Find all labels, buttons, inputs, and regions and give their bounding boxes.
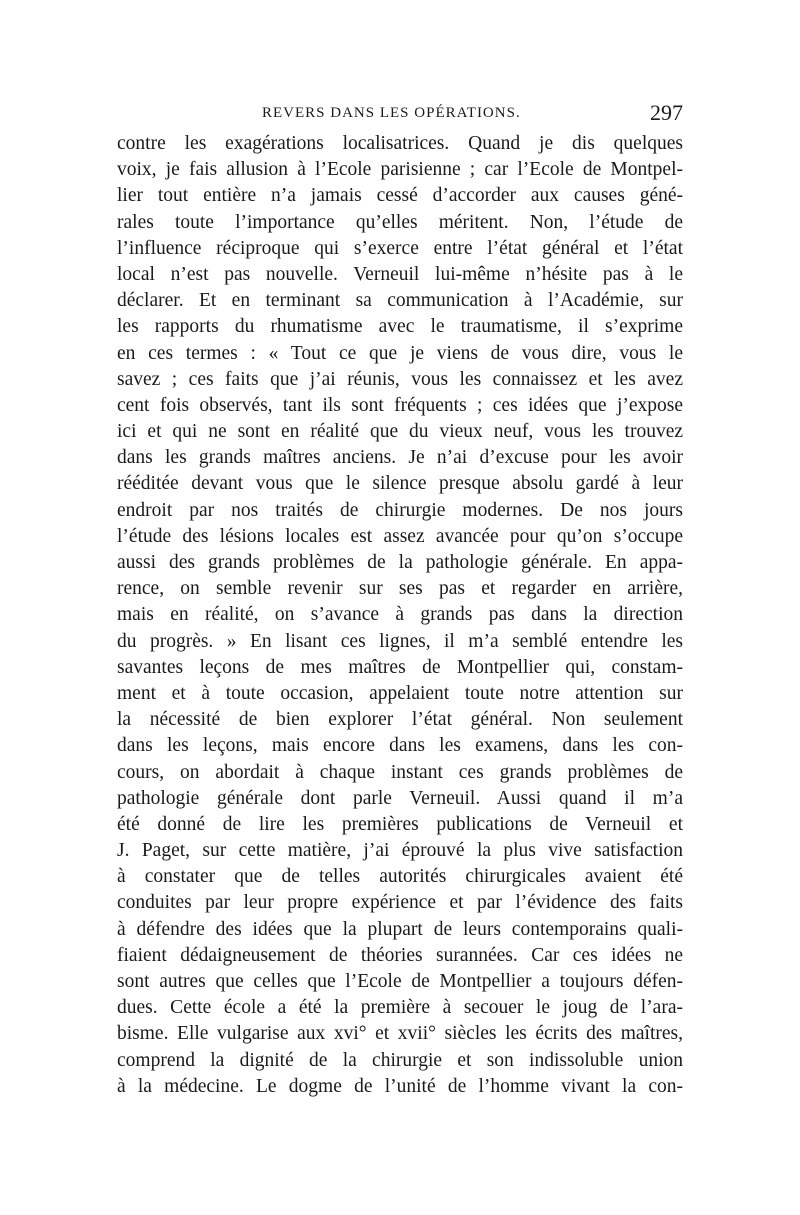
text-line: l’influence réciproque qui s’exerce entre l’état général et l’état xyxy=(117,237,683,259)
text-line: en ces termes : « Tout ce que je viens de vous dire, vous le xyxy=(117,342,683,364)
text-line: savantes leçons de mes maîtres de Montpellier qui, constam- xyxy=(117,656,683,678)
text-line: savez ; ces faits que j’ai réunis, vous les connaissez et les avez xyxy=(117,368,683,390)
text-line: local n’est pas nouvelle. Verneuil lui-même n’hésite pas à le xyxy=(117,263,683,285)
text-line: pathologie générale dont parle Verneuil. Aussi quand il m’a xyxy=(117,787,683,809)
text-line: cent fois observés, tant ils sont fréquents ; ces idées que j’expose xyxy=(117,394,683,416)
text-line: à défendre des idées que la plupart de leurs contemporains quali- xyxy=(117,918,683,940)
text-line: aussi des grands problèmes de la pathologie générale. En appa- xyxy=(117,552,683,573)
text-line: dans les grands maîtres anciens. Je n’ai d’excuse pour les avoir xyxy=(117,447,683,469)
text-line: dues. Cette école a été la première à secouer le joug de l’ara- xyxy=(117,997,683,1019)
text-line: contre les exagérations localisatrices. Quand je dis quelques xyxy=(117,133,683,154)
text-line: à la médecine. Le dogme de l’unité de l’homme vivant la con- xyxy=(117,1075,683,1097)
text-line: dans les leçons, mais encore dans les examens, dans les con- xyxy=(117,735,683,757)
text-line: bisme. Elle vulgarise aux xvi° et xvii° siècles les écrits des maîtres, xyxy=(117,1023,683,1045)
page-number: 297 xyxy=(650,100,683,125)
text-line: J. Paget, sur cette matière, j’ai éprouvé la plus vive satisfaction xyxy=(117,840,683,862)
body-text xyxy=(117,131,683,1100)
text-line: voix, je fais allusion à l’Ecole parisienne ; car l’Ecole de Montpel- xyxy=(117,159,683,181)
text-line: du progrès. » En lisant ces lignes, il m’a semblé entendre les xyxy=(117,630,683,652)
text-line: déclarer. Et en terminant sa communication à l’Académie, sur xyxy=(117,290,683,312)
text-line: ici et qui ne sont en réalité que du vieux neuf, vous les trouvez xyxy=(117,421,683,443)
text-line: rence, on semble revenir sur ses pas et regarder en arrière, xyxy=(117,578,683,600)
text-line: comprend la dignité de la chirurgie et son indissoluble union xyxy=(117,1049,683,1071)
text-line: sont autres que celles que l’Ecole de Montpellier a toujours défen- xyxy=(117,971,683,992)
text-line: conduites par leur propre expérience et par l’évidence des faits xyxy=(117,892,683,914)
text-line: rales toute l’importance qu’elles méritent. Non, l’étude de xyxy=(117,211,683,233)
text-line: la nécessité de bien explorer l’état général. Non seulement xyxy=(117,709,683,731)
running-title: REVERS DANS LES OPÉRATIONS. xyxy=(262,105,521,121)
running-head xyxy=(117,100,683,126)
text-line: ment et à toute occasion, appelaient toute notre attention sur xyxy=(117,682,683,704)
text-line: cours, on abordait à chaque instant ces grands problèmes de xyxy=(117,761,683,783)
text-line: lier tout entière n’a jamais cessé d’accorder aux causes géné- xyxy=(117,185,683,207)
text-line: rééditée devant vous que le silence presque absolu gardé à leur xyxy=(117,473,683,495)
text-line: mais en réalité, on s’avance à grands pas dans la direction xyxy=(117,604,683,626)
text-line: endroit par nos traités de chirurgie modernes. De nos jours xyxy=(117,499,683,521)
text-line: fiaient dédaigneusement de théories surannées. Car ces idées ne xyxy=(117,944,683,966)
text-line: l’étude des lésions locales est assez avancée pour qu’on s’occupe xyxy=(117,525,683,547)
text-line: à constater que de telles autorités chirurgicales avaient été xyxy=(117,866,683,888)
text-line: les rapports du rhumatisme avec le traumatisme, il s’exprime xyxy=(117,316,683,338)
text-line: été donné de lire les premières publications de Verneuil et xyxy=(117,813,683,835)
